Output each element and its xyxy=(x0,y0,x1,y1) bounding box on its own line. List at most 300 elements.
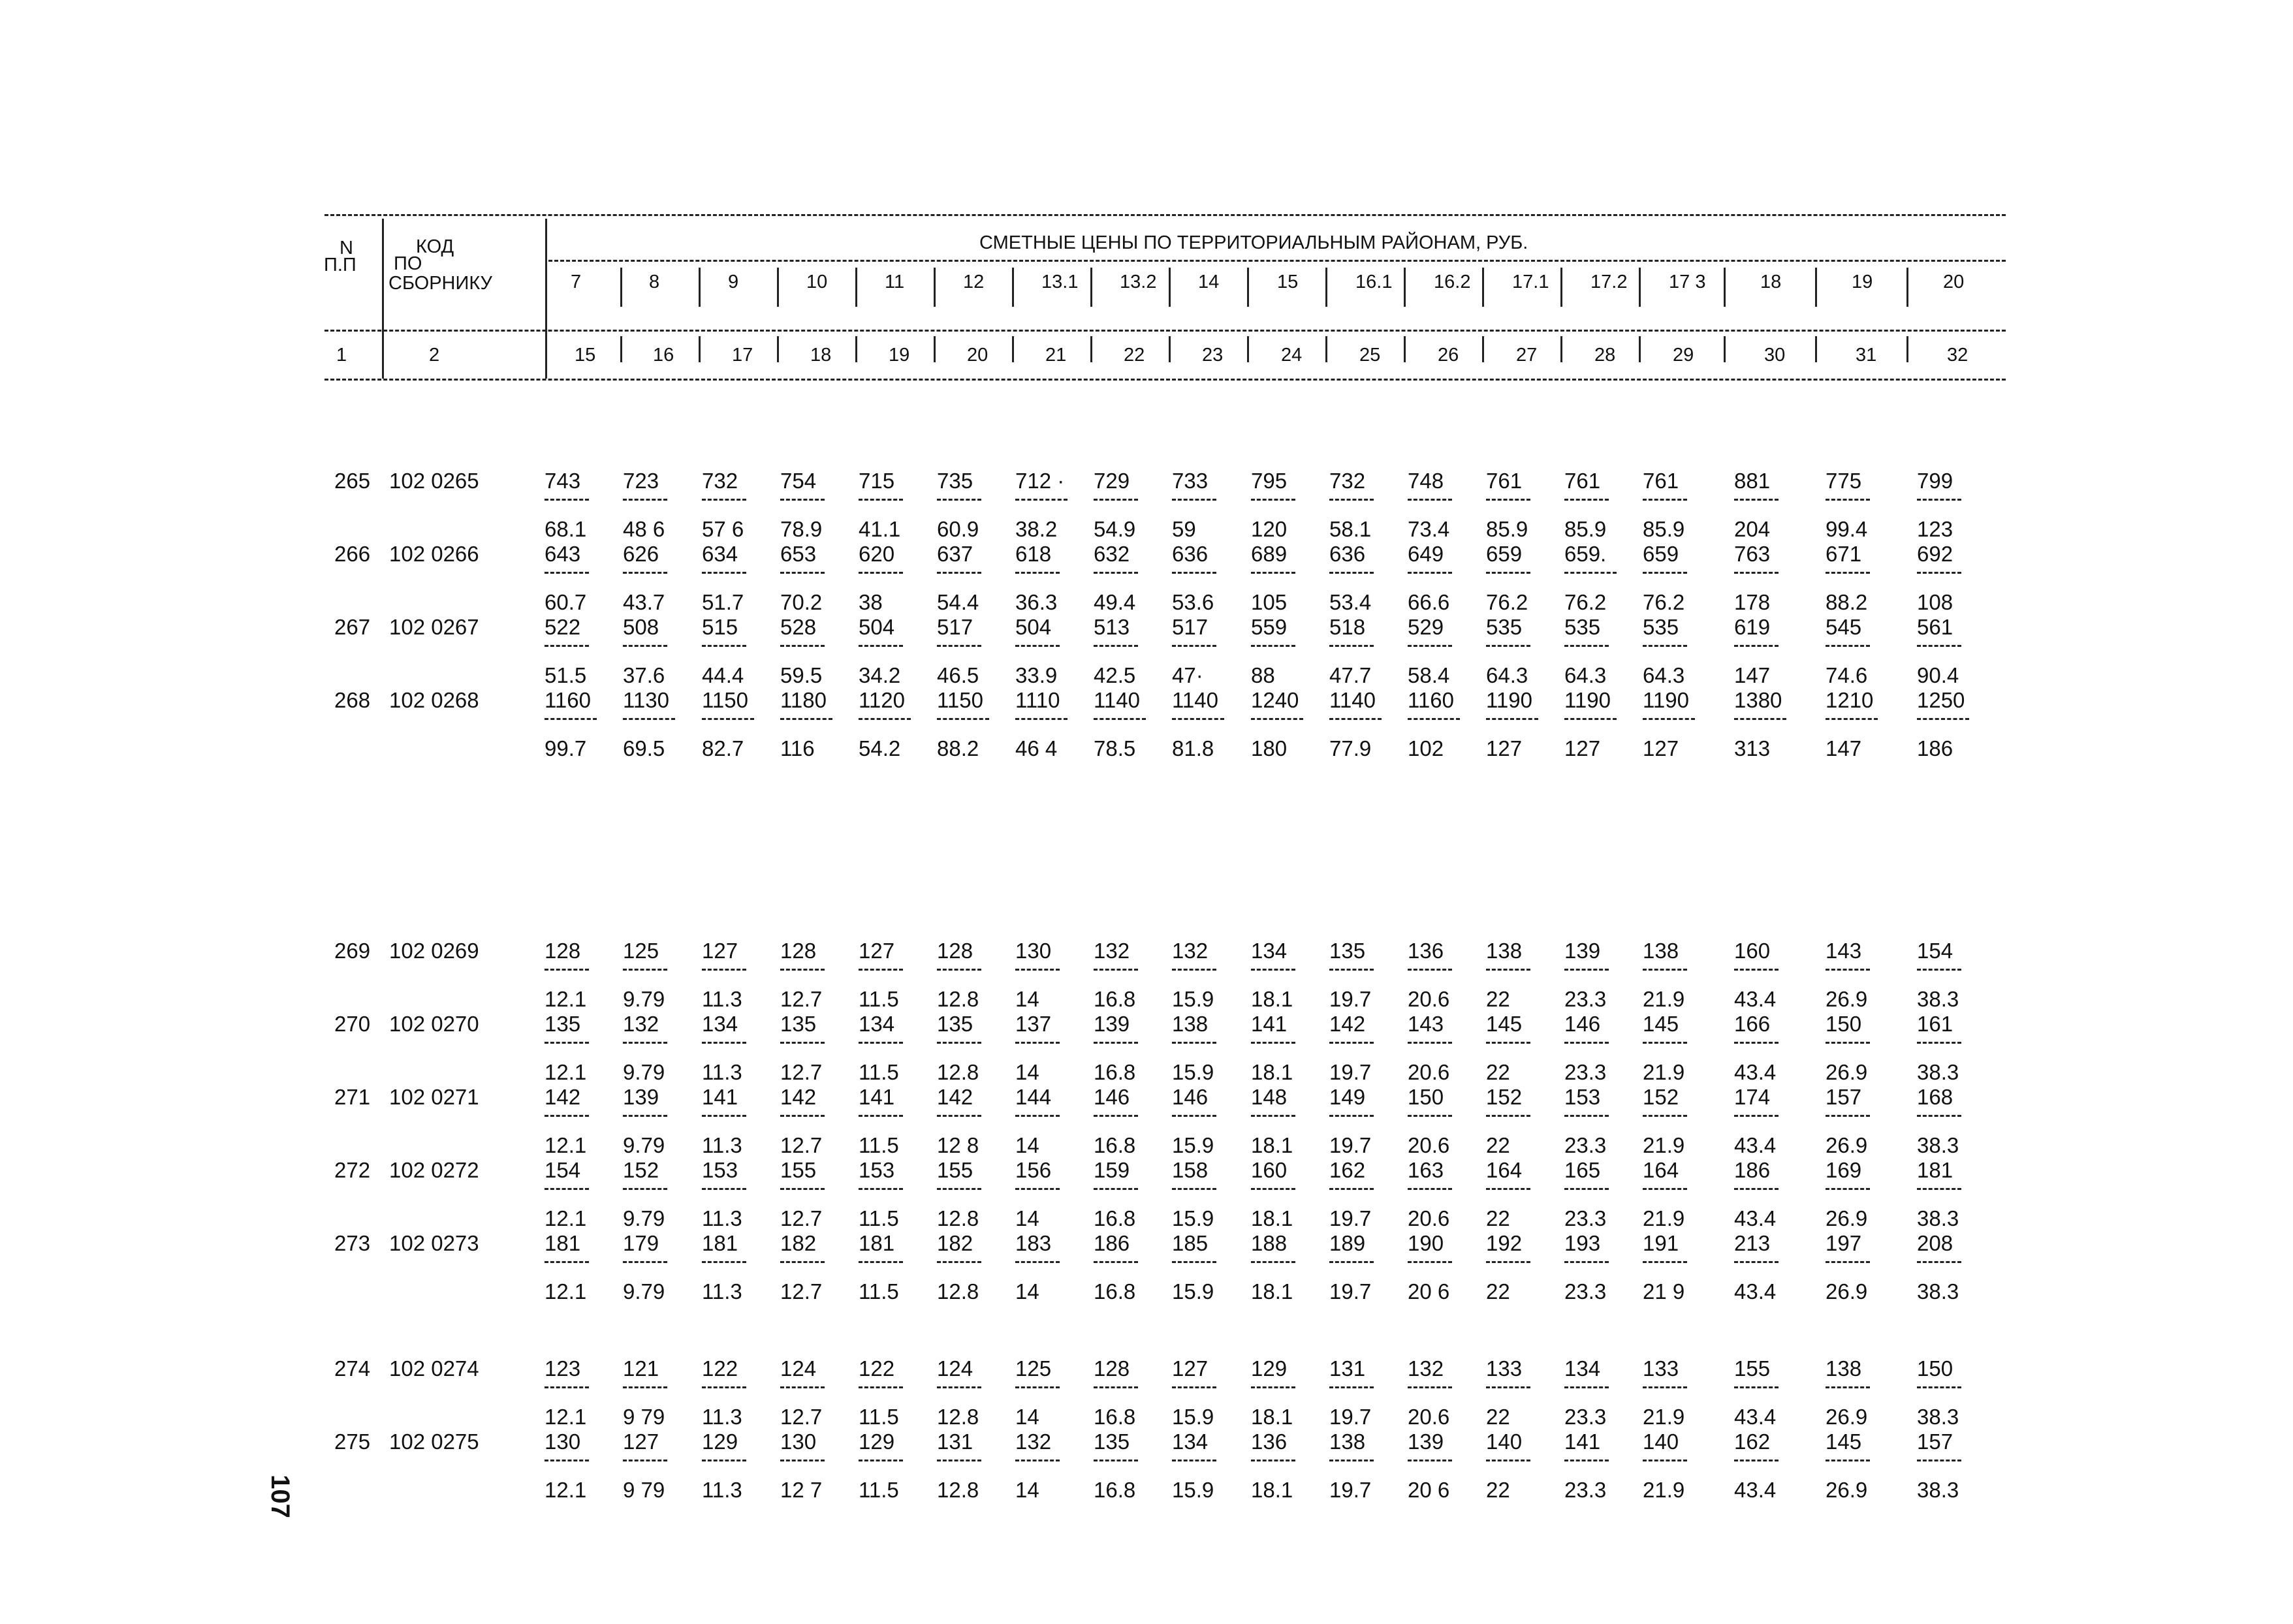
price-value: 659 xyxy=(1486,542,1523,566)
price-subvalue: 123 xyxy=(1917,517,1953,541)
price-value: 152 xyxy=(1486,1085,1523,1109)
price-subvalue: 21 9 xyxy=(1643,1279,1685,1304)
value-separator xyxy=(1172,572,1216,574)
value-separator xyxy=(1564,645,1609,647)
item-number: 274 xyxy=(334,1356,371,1381)
value-separator xyxy=(1172,645,1216,647)
value-separator xyxy=(1329,969,1374,971)
region-header: 16.1 xyxy=(1355,272,1393,292)
price-subvalue: 15.9 xyxy=(1172,1060,1214,1084)
column-divider xyxy=(620,268,622,307)
price-subvalue: 26.9 xyxy=(1826,1478,1868,1502)
price-subvalue: 51.5 xyxy=(545,663,587,687)
price-subvalue: 120 xyxy=(1251,517,1288,541)
value-separator xyxy=(545,1261,589,1263)
price-value: 535 xyxy=(1564,615,1601,639)
value-separator xyxy=(1734,499,1779,501)
value-separator xyxy=(1408,1042,1452,1044)
price-value: 535 xyxy=(1486,615,1523,639)
value-separator xyxy=(1643,499,1687,501)
price-subvalue: 33.9 xyxy=(1015,663,1058,687)
price-value: 795 xyxy=(1251,469,1288,493)
value-separator xyxy=(1917,1386,1961,1388)
item-number: 266 xyxy=(334,542,371,566)
item-code: 102 0268 xyxy=(389,688,479,712)
value-separator xyxy=(937,1261,981,1263)
value-separator xyxy=(1251,1386,1295,1388)
value-separator xyxy=(1486,1460,1530,1461)
price-value: 140 xyxy=(1486,1429,1523,1454)
price-subvalue: 147 xyxy=(1826,736,1862,760)
price-value: 128 xyxy=(545,939,581,963)
price-value: 138 xyxy=(1643,939,1679,963)
value-separator xyxy=(937,718,989,720)
item-code: 102 0271 xyxy=(389,1085,479,1109)
price-value: 1160 xyxy=(545,688,591,712)
price-subvalue: 54.9 xyxy=(1094,517,1136,541)
price-value: 128 xyxy=(937,939,973,963)
price-subvalue: 51.7 xyxy=(702,590,744,614)
value-separator xyxy=(1329,1115,1374,1117)
price-subvalue: 12 8 xyxy=(937,1133,979,1157)
value-separator xyxy=(702,1261,746,1263)
value-separator xyxy=(1564,969,1609,971)
price-subvalue: 21.9 xyxy=(1643,1478,1685,1502)
price-subvalue: 22 xyxy=(1486,1060,1510,1084)
value-separator xyxy=(1408,718,1460,720)
column-divider xyxy=(855,268,857,307)
price-subvalue: 204 xyxy=(1734,517,1771,541)
price-subvalue: 16.8 xyxy=(1094,987,1136,1011)
price-subvalue: 23.3 xyxy=(1564,1060,1607,1084)
price-subvalue: 116 xyxy=(780,736,815,760)
value-separator xyxy=(1408,645,1452,647)
price-subvalue: 11.3 xyxy=(702,1279,742,1304)
item-code: 102 0265 xyxy=(389,469,479,493)
price-value: 619 xyxy=(1734,615,1771,639)
value-separator xyxy=(1251,1460,1295,1461)
price-value: 529 xyxy=(1408,615,1444,639)
price-subvalue: 48 6 xyxy=(623,517,665,541)
price-subvalue: 23.3 xyxy=(1564,1279,1607,1304)
column-divider xyxy=(1815,268,1817,307)
column-divider xyxy=(1724,336,1726,362)
value-separator xyxy=(1826,718,1878,720)
column-number: 27 xyxy=(1516,345,1538,366)
value-separator xyxy=(937,499,981,501)
price-subvalue: 11.3 xyxy=(702,1405,742,1429)
value-separator xyxy=(1172,499,1216,501)
price-value: 1380 xyxy=(1734,688,1782,712)
price-subvalue: 12.8 xyxy=(937,987,979,1011)
value-separator xyxy=(1734,1261,1779,1263)
value-separator xyxy=(1917,1188,1961,1190)
item-code: 102 0274 xyxy=(389,1356,479,1381)
value-separator xyxy=(937,1115,981,1117)
price-subvalue: 60.9 xyxy=(937,517,979,541)
price-subvalue: 34.2 xyxy=(859,663,901,687)
price-value: 508 xyxy=(623,615,659,639)
price-subvalue: 77.9 xyxy=(1329,736,1372,760)
price-value: 130 xyxy=(1015,939,1052,963)
price-subvalue: 12.1 xyxy=(545,1405,587,1429)
column-divider xyxy=(620,336,622,362)
price-value: 157 xyxy=(1917,1429,1953,1454)
price-subvalue: 46 4 xyxy=(1015,736,1058,760)
column-number: 29 xyxy=(1673,345,1694,366)
value-separator xyxy=(937,969,981,971)
value-separator xyxy=(1408,499,1452,501)
price-subvalue: 12.7 xyxy=(780,1060,823,1084)
price-value: 148 xyxy=(1251,1085,1288,1109)
value-separator xyxy=(1486,1042,1530,1044)
value-separator xyxy=(1643,1188,1687,1190)
value-separator xyxy=(1251,718,1303,720)
price-subvalue: 21.9 xyxy=(1643,1405,1685,1429)
price-value: 146 xyxy=(1172,1085,1209,1109)
value-separator xyxy=(545,499,589,501)
column-divider xyxy=(1404,336,1406,362)
price-value: 155 xyxy=(1734,1356,1771,1381)
price-subvalue: 19.7 xyxy=(1329,1133,1372,1157)
price-value: 1160 xyxy=(1408,688,1454,712)
price-value: 504 xyxy=(859,615,895,639)
value-separator xyxy=(937,645,981,647)
price-subvalue: 19.7 xyxy=(1329,1206,1372,1230)
price-value: 127 xyxy=(702,939,738,963)
price-value: 154 xyxy=(1917,939,1953,963)
value-separator xyxy=(1329,572,1374,574)
price-subvalue: 57 6 xyxy=(702,517,744,541)
price-value: 799 xyxy=(1917,469,1953,493)
item-code: 102 0272 xyxy=(389,1158,479,1182)
price-value: 122 xyxy=(702,1356,738,1381)
value-separator xyxy=(1826,1386,1870,1388)
value-separator xyxy=(1094,969,1138,971)
value-separator xyxy=(937,1042,981,1044)
value-separator xyxy=(1564,572,1617,574)
price-subvalue: 9.79 xyxy=(623,1206,665,1230)
price-value: 181 xyxy=(545,1231,581,1255)
price-value: 729 xyxy=(1094,469,1130,493)
value-separator xyxy=(1643,969,1687,971)
price-subvalue: 21.9 xyxy=(1643,1060,1685,1084)
column-divider xyxy=(1325,268,1327,307)
value-separator xyxy=(623,718,675,720)
price-subvalue: 16.8 xyxy=(1094,1279,1136,1304)
value-separator xyxy=(702,572,746,574)
price-value: 146 xyxy=(1094,1085,1130,1109)
value-separator xyxy=(1329,1188,1374,1190)
price-value: 160 xyxy=(1734,939,1771,963)
value-separator xyxy=(623,1115,667,1117)
price-subvalue: 64.3 xyxy=(1564,663,1607,687)
value-separator xyxy=(702,1115,746,1117)
price-value: 197 xyxy=(1826,1231,1862,1255)
price-value: 189 xyxy=(1329,1231,1366,1255)
value-separator xyxy=(1329,1261,1374,1263)
region-header: 9 xyxy=(728,272,739,292)
value-separator xyxy=(1826,499,1870,501)
price-value: 649 xyxy=(1408,542,1444,566)
value-separator xyxy=(1251,1261,1295,1263)
price-value: 143 xyxy=(1408,1012,1444,1036)
item-number: 268 xyxy=(334,688,371,712)
value-separator xyxy=(1408,572,1452,574)
price-subvalue: 20.6 xyxy=(1408,1206,1450,1230)
price-subvalue: 102 xyxy=(1408,736,1444,760)
price-subvalue: 11.5 xyxy=(859,1133,899,1157)
price-subvalue: 26.9 xyxy=(1826,1279,1868,1304)
item-number: 272 xyxy=(334,1158,371,1182)
price-subvalue: 180 xyxy=(1251,736,1288,760)
price-value: 135 xyxy=(1329,939,1366,963)
price-subvalue: 14 xyxy=(1015,1405,1039,1429)
price-subvalue: 22 xyxy=(1486,1405,1510,1429)
item-number: 265 xyxy=(334,469,371,493)
price-value: 515 xyxy=(702,615,738,639)
value-separator xyxy=(1408,1386,1452,1388)
value-separator xyxy=(859,969,903,971)
column-number: 15 xyxy=(575,345,596,366)
column-divider xyxy=(382,219,384,379)
column-number: 31 xyxy=(1856,345,1877,366)
price-value: 135 xyxy=(937,1012,973,1036)
value-separator xyxy=(1329,718,1382,720)
value-separator xyxy=(1172,1042,1216,1044)
price-subvalue: 11.5 xyxy=(859,1279,899,1304)
price-value: 156 xyxy=(1015,1158,1052,1182)
price-subvalue: 26.9 xyxy=(1826,1060,1868,1084)
region-header: 7 xyxy=(571,272,582,292)
value-separator xyxy=(1917,969,1961,971)
value-separator xyxy=(623,572,667,574)
value-separator xyxy=(780,1386,825,1388)
value-separator xyxy=(702,1042,746,1044)
column-divider xyxy=(1639,336,1641,362)
price-value: 153 xyxy=(1564,1085,1601,1109)
price-subvalue: 14 xyxy=(1015,987,1039,1011)
prices-title: СМЕТНЫЕ ЦЕНЫ ПО ТЕРРИТОРИАЛЬНЫМ РАЙОНАМ, РУБ. xyxy=(979,232,1528,253)
region-header: 11 xyxy=(885,272,905,292)
value-separator xyxy=(1734,1042,1779,1044)
price-subvalue: 105 xyxy=(1251,590,1288,614)
region-header: 10 xyxy=(806,272,828,292)
price-value: 145 xyxy=(1643,1012,1679,1036)
price-value: 671 xyxy=(1826,542,1862,566)
price-subvalue: 54.4 xyxy=(937,590,979,614)
price-value: 1210 xyxy=(1826,688,1874,712)
value-separator xyxy=(1094,1261,1138,1263)
price-subvalue: 20.6 xyxy=(1408,1405,1450,1429)
value-separator xyxy=(1734,572,1779,574)
price-value: 186 xyxy=(1094,1231,1130,1255)
value-separator xyxy=(1917,499,1961,501)
price-subvalue: 64.3 xyxy=(1643,663,1685,687)
price-subvalue: 88 xyxy=(1251,663,1275,687)
price-subvalue: 38.3 xyxy=(1917,1405,1959,1429)
value-separator xyxy=(623,1261,667,1263)
price-value: 636 xyxy=(1172,542,1209,566)
price-value: 133 xyxy=(1486,1356,1523,1381)
price-value: 130 xyxy=(545,1429,581,1454)
col-num-2: 2 xyxy=(429,345,440,366)
header-mid-rule xyxy=(548,260,2006,262)
price-subvalue: 78.5 xyxy=(1094,736,1136,760)
price-value: 159 xyxy=(1094,1158,1130,1182)
price-value: 761 xyxy=(1564,469,1601,493)
price-subvalue: 12.7 xyxy=(780,1133,823,1157)
price-value: 142 xyxy=(1329,1012,1366,1036)
price-value: 188 xyxy=(1251,1231,1288,1255)
value-separator xyxy=(1643,645,1687,647)
column-divider xyxy=(1247,268,1249,307)
column-divider xyxy=(1906,336,1908,362)
value-separator xyxy=(780,1042,825,1044)
price-subvalue: 22 xyxy=(1486,1206,1510,1230)
value-separator xyxy=(1015,1042,1060,1044)
value-separator xyxy=(1172,1460,1216,1461)
price-subvalue: 70.2 xyxy=(780,590,823,614)
price-value: 138 xyxy=(1329,1429,1366,1454)
price-subvalue: 26.9 xyxy=(1826,1405,1868,1429)
price-value: 1140 xyxy=(1329,688,1376,712)
price-value: 637 xyxy=(937,542,973,566)
price-subvalue: 9.79 xyxy=(623,1060,665,1084)
column-divider xyxy=(1090,336,1092,362)
price-value: 128 xyxy=(780,939,817,963)
price-subvalue: 38.3 xyxy=(1917,1206,1959,1230)
value-separator xyxy=(1826,572,1870,574)
item-code: 102 0267 xyxy=(389,615,479,639)
price-subvalue: 42.5 xyxy=(1094,663,1136,687)
price-value: 183 xyxy=(1015,1231,1052,1255)
price-value: 165 xyxy=(1564,1158,1601,1182)
price-value: 632 xyxy=(1094,542,1130,566)
price-value: 150 xyxy=(1408,1085,1444,1109)
price-subvalue: 11.5 xyxy=(859,1478,899,1502)
region-header: 13.2 xyxy=(1120,272,1157,292)
price-value: 129 xyxy=(702,1429,738,1454)
price-value: 626 xyxy=(623,542,659,566)
value-separator xyxy=(623,1042,667,1044)
price-subvalue: 38 xyxy=(859,590,883,614)
value-separator xyxy=(1094,1188,1138,1190)
value-separator xyxy=(1486,969,1530,971)
value-separator xyxy=(1826,645,1870,647)
value-separator xyxy=(1734,1460,1779,1461)
price-subvalue: 85.9 xyxy=(1643,517,1685,541)
item-code: 102 0270 xyxy=(389,1012,479,1036)
value-separator xyxy=(1015,572,1060,574)
column-divider xyxy=(1404,268,1406,307)
price-value: 154 xyxy=(545,1158,581,1182)
price-subvalue: 186 xyxy=(1917,736,1953,760)
price-value: 139 xyxy=(623,1085,659,1109)
price-subvalue: 16.8 xyxy=(1094,1405,1136,1429)
value-separator xyxy=(1734,1188,1779,1190)
price-subvalue: 9.79 xyxy=(623,1133,665,1157)
price-subvalue: 16.8 xyxy=(1094,1133,1136,1157)
value-separator xyxy=(780,645,825,647)
value-separator xyxy=(780,1261,825,1263)
price-subvalue: 38.3 xyxy=(1917,1279,1959,1304)
column-number: 16 xyxy=(653,345,674,366)
value-separator xyxy=(545,1042,589,1044)
price-value: 504 xyxy=(1015,615,1052,639)
price-subvalue: 21.9 xyxy=(1643,987,1685,1011)
value-separator xyxy=(1408,1261,1452,1263)
price-value: 146 xyxy=(1564,1012,1601,1036)
value-separator xyxy=(1564,1188,1609,1190)
item-number: 269 xyxy=(334,939,371,963)
region-header: 20 xyxy=(1943,272,1965,292)
price-subvalue: 22 xyxy=(1486,1279,1510,1304)
price-subvalue: 26.9 xyxy=(1826,1133,1868,1157)
price-subvalue: 85.9 xyxy=(1486,517,1528,541)
value-separator xyxy=(1734,718,1786,720)
price-subvalue: 38.3 xyxy=(1917,1133,1959,1157)
price-subvalue: 18.1 xyxy=(1251,987,1293,1011)
value-separator xyxy=(623,1386,667,1388)
price-value: 136 xyxy=(1251,1429,1288,1454)
region-header: 8 xyxy=(649,272,660,292)
price-value: 135 xyxy=(1094,1429,1130,1454)
price-value: 881 xyxy=(1734,469,1771,493)
price-value: 122 xyxy=(859,1356,895,1381)
price-subvalue: 12.1 xyxy=(545,1206,587,1230)
price-value: 128 xyxy=(1094,1356,1130,1381)
price-value: 733 xyxy=(1172,469,1209,493)
value-separator xyxy=(1917,1460,1961,1461)
price-value: 134 xyxy=(1564,1356,1601,1381)
price-subvalue: 16.8 xyxy=(1094,1060,1136,1084)
price-subvalue: 12.8 xyxy=(937,1405,979,1429)
price-value: 192 xyxy=(1486,1231,1523,1255)
price-subvalue: 9.79 xyxy=(623,1279,665,1304)
price-value: 155 xyxy=(937,1158,973,1182)
price-value: 123 xyxy=(545,1356,581,1381)
price-subvalue: 43.4 xyxy=(1734,1060,1777,1084)
price-subvalue: 12.7 xyxy=(780,987,823,1011)
column-divider xyxy=(1012,268,1014,307)
price-value: 1140 xyxy=(1172,688,1218,712)
price-subvalue: 22 xyxy=(1486,987,1510,1011)
value-separator xyxy=(1917,645,1961,647)
value-separator xyxy=(545,1386,589,1388)
column-divider xyxy=(699,336,701,362)
price-subvalue: 58.4 xyxy=(1408,663,1450,687)
price-value: 125 xyxy=(623,939,659,963)
price-value: 137 xyxy=(1015,1012,1052,1036)
price-value: 636 xyxy=(1329,542,1366,566)
price-value: 1130 xyxy=(623,688,669,712)
price-subvalue: 313 xyxy=(1734,736,1771,760)
value-separator xyxy=(1094,1460,1138,1461)
column-number: 24 xyxy=(1281,345,1303,366)
region-header: 17.2 xyxy=(1590,272,1628,292)
price-value: 517 xyxy=(937,615,973,639)
price-subvalue: 38.3 xyxy=(1917,1060,1959,1084)
price-value: 1250 xyxy=(1917,688,1965,712)
value-separator xyxy=(1917,718,1969,720)
column-divider xyxy=(1639,268,1641,307)
value-separator xyxy=(780,1115,825,1117)
price-subvalue: 43.4 xyxy=(1734,1405,1777,1429)
price-value: 712 · xyxy=(1015,469,1065,493)
price-subvalue: 43.7 xyxy=(623,590,665,614)
price-subvalue: 19.7 xyxy=(1329,987,1372,1011)
